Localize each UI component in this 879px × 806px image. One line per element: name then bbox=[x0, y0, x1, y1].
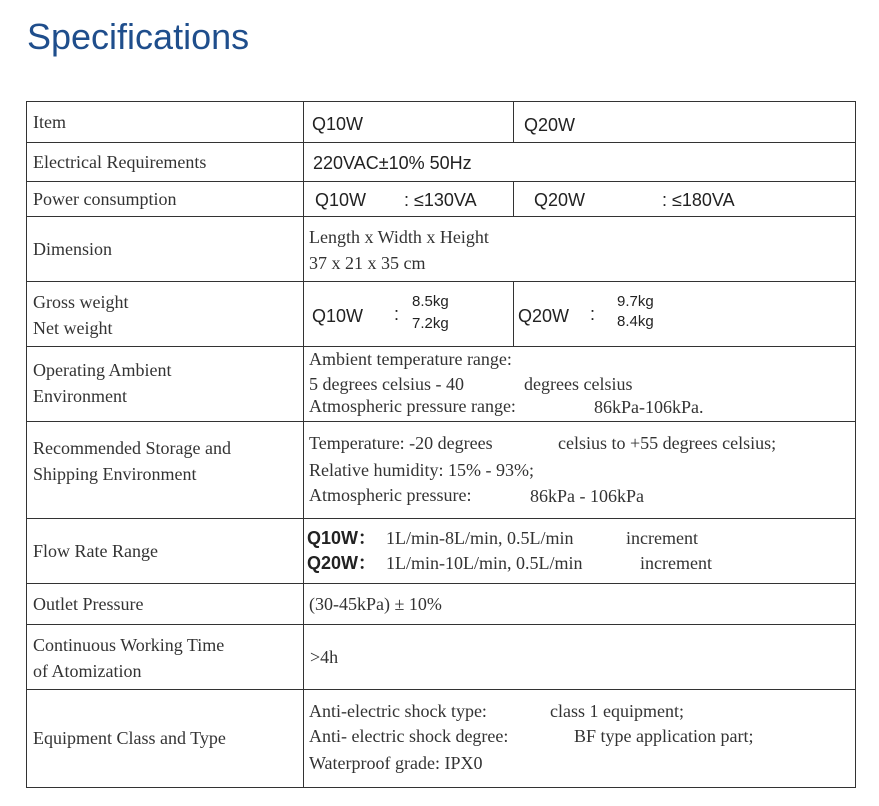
row-storage-label bbox=[26, 421, 304, 519]
row-power-label bbox=[26, 181, 304, 217]
row-operating-label bbox=[26, 346, 304, 422]
storage-line3b: 86kPa - 106kPa bbox=[530, 486, 644, 506]
item-q20w-text: Q20W bbox=[524, 115, 576, 135]
flow-q10w-value: 1L/min-8L/min, 0.5L/min bbox=[386, 528, 574, 548]
operating-line2b: degrees celsius bbox=[524, 374, 633, 394]
equipment-line1b: class 1 equipment; bbox=[550, 701, 684, 721]
power-q10w-value: : ≤130VA bbox=[404, 190, 477, 210]
operating-label-line1: Operating Ambient bbox=[33, 360, 172, 380]
equipment-line1a: Anti-electric shock type: bbox=[309, 701, 487, 721]
weight-q10w-gross: 8.5kg bbox=[412, 293, 449, 310]
row-continuous-value bbox=[303, 624, 856, 690]
row-item-label-text: Item bbox=[33, 111, 66, 132]
dimension-line1: Length x Width x Height bbox=[309, 227, 489, 247]
storage-line2: Relative humidity: 15% - 93%; bbox=[309, 460, 534, 480]
row-continuous-label bbox=[26, 624, 304, 690]
power-q10w-model: Q10W bbox=[315, 190, 367, 210]
weight-q10w-colon: : bbox=[394, 304, 400, 324]
item-q10w-text: Q10W bbox=[312, 114, 364, 134]
weight-q20w-colon: : bbox=[590, 304, 596, 324]
outlet-value-text: (30-45kPa) ± 10% bbox=[309, 594, 442, 614]
row-flow-label bbox=[26, 518, 304, 584]
row-electrical-label bbox=[26, 142, 304, 182]
flow-q20w-model: Q20W： bbox=[307, 553, 377, 573]
weight-label-net: Net weight bbox=[33, 318, 113, 338]
power-q20w-model: Q20W bbox=[534, 190, 586, 210]
weight-q10w-model: Q10W bbox=[312, 306, 364, 326]
row-operating-value bbox=[303, 346, 856, 422]
weight-label-gross: Gross weight bbox=[33, 292, 129, 312]
equipment-line2a: Anti- electric shock degree: bbox=[309, 726, 509, 746]
row-item-q10w bbox=[303, 101, 514, 143]
continuous-value-text: >4h bbox=[310, 646, 339, 667]
page-title: Specifications bbox=[27, 16, 250, 57]
weight-q20w-gross: 9.7kg bbox=[617, 293, 654, 310]
row-outlet-value bbox=[303, 583, 856, 625]
storage-line3a: Atmospheric pressure: bbox=[309, 485, 472, 505]
storage-label-line2: Shipping Environment bbox=[33, 464, 197, 484]
row-item-label bbox=[26, 101, 304, 143]
weight-q10w-net: 7.2kg bbox=[412, 315, 449, 332]
row-power-q20w bbox=[513, 181, 856, 217]
row-storage-value bbox=[303, 421, 856, 519]
operating-line2a: 5 degrees celsius - 40 bbox=[309, 374, 464, 394]
power-label-text: Power consumption bbox=[33, 188, 177, 209]
row-weight-q20w bbox=[513, 281, 856, 347]
row-weight-label bbox=[26, 281, 304, 347]
operating-line3b: 86kPa-106kPa. bbox=[594, 397, 704, 417]
storage-line1a: Temperature: -20 degrees bbox=[309, 433, 493, 453]
equipment-line2b: BF type application part; bbox=[574, 726, 754, 746]
storage-line1b: celsius to +55 degrees celsius; bbox=[558, 433, 777, 453]
dimension-line2: 37 x 21 x 35 cm bbox=[309, 253, 426, 273]
row-equipment-value bbox=[303, 689, 856, 788]
operating-label-line2: Environment bbox=[33, 386, 127, 406]
flow-q10w-tail: increment bbox=[626, 528, 698, 548]
power-q20w-value: : ≤180VA bbox=[662, 190, 735, 210]
row-outlet-label bbox=[26, 583, 304, 625]
storage-label-line1: Recommended Storage and bbox=[33, 438, 231, 458]
flow-q20w-value: 1L/min-10L/min, 0.5L/min bbox=[386, 553, 583, 573]
row-equipment-label bbox=[26, 689, 304, 788]
weight-q20w-net: 8.4kg bbox=[617, 313, 654, 330]
flow-label-text: Flow Rate Range bbox=[33, 540, 158, 561]
continuous-label-line2: of Atomization bbox=[33, 661, 142, 681]
outlet-label-text: Outlet Pressure bbox=[33, 593, 144, 614]
equipment-line3: Waterproof grade: IPX0 bbox=[309, 753, 483, 773]
flow-q10w-model: Q10W： bbox=[307, 528, 377, 548]
row-flow-value bbox=[303, 518, 856, 584]
operating-line3a: Atmospheric pressure range: bbox=[309, 396, 516, 416]
row-weight-q10w bbox=[303, 281, 514, 347]
operating-line1: Ambient temperature range: bbox=[309, 349, 512, 369]
continuous-label-line1: Continuous Working Time bbox=[33, 635, 225, 655]
dimension-label-text: Dimension bbox=[33, 238, 112, 259]
equipment-label-text: Equipment Class and Type bbox=[33, 728, 226, 748]
electrical-label-text: Electrical Requirements bbox=[33, 151, 207, 172]
row-dimension-value bbox=[303, 216, 856, 282]
row-dimension-label bbox=[26, 216, 304, 282]
flow-q20w-tail: increment bbox=[640, 553, 712, 573]
row-power-q10w bbox=[303, 181, 514, 217]
weight-q20w-model: Q20W bbox=[518, 306, 570, 326]
row-electrical-value bbox=[303, 142, 856, 182]
electrical-value-text: 220VAC±10% 50Hz bbox=[313, 153, 472, 173]
row-item-q20w bbox=[513, 101, 856, 143]
